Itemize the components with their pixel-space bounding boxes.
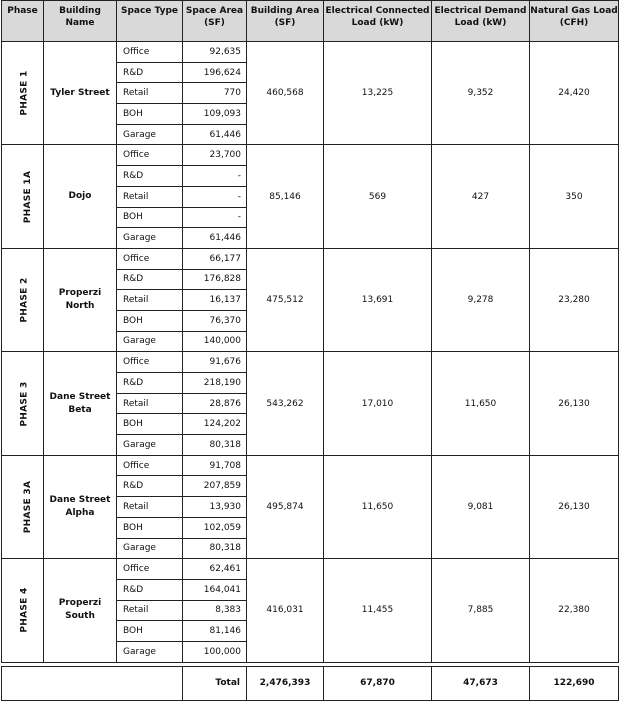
header-space-area: Space Area (SF): [183, 1, 247, 42]
space-type-cell: Garage: [117, 331, 183, 352]
space-type-cell: Garage: [117, 124, 183, 145]
space-area-cell: 8,383: [183, 600, 247, 621]
space-area-cell: 13,930: [183, 497, 247, 518]
space-area-cell: 100,000: [183, 641, 247, 662]
table-row: [2, 42, 619, 63]
space-area-cell: 16,137: [183, 290, 247, 311]
space-type-cell: R&D: [117, 166, 183, 187]
building-area-cell: 416,031: [247, 559, 324, 662]
space-type-cell: R&D: [117, 579, 183, 600]
space-area-cell: 164,041: [183, 579, 247, 600]
phase-label: PHASE 2: [19, 277, 30, 323]
space-type-cell: Retail: [117, 393, 183, 414]
space-area-cell: 124,202: [183, 414, 247, 435]
building-area-cell: 460,568: [247, 42, 324, 145]
space-area-cell: 218,190: [183, 373, 247, 394]
electrical-connected-load-cell: 11,650: [324, 455, 432, 558]
header-phase: Phase: [2, 1, 44, 42]
header-space-type: Space Type: [117, 1, 183, 42]
table-row: [2, 559, 619, 580]
electrical-demand-load-cell: 9,081: [432, 455, 530, 558]
phase-cell: [2, 559, 44, 662]
space-type-cell: BOH: [117, 414, 183, 435]
header-electrical-connected-load: Electrical Connected Load (kW): [324, 1, 432, 42]
space-area-cell: 62,461: [183, 559, 247, 580]
phase-cell: [2, 42, 44, 145]
space-type-cell: Retail: [117, 290, 183, 311]
space-type-cell: Retail: [117, 83, 183, 104]
total-building-area: 2,476,393: [247, 666, 324, 700]
natural-gas-load-cell: 26,130: [530, 352, 619, 455]
space-area-cell: 81,146: [183, 621, 247, 642]
header-natural-gas-load: Natural Gas Load (CFH): [530, 1, 619, 42]
table-row: [2, 248, 619, 269]
building-area-cell: 543,262: [247, 352, 324, 455]
phase-label: PHASE 1A: [23, 170, 34, 223]
natural-gas-load-cell: 26,130: [530, 455, 619, 558]
space-type-cell: Garage: [117, 435, 183, 456]
space-area-cell: 770: [183, 83, 247, 104]
total-row: [2, 666, 619, 700]
space-type-cell: R&D: [117, 373, 183, 394]
building-name-cell: Tyler Street: [44, 42, 117, 145]
total-electrical-connected-load: 67,870: [324, 666, 432, 700]
space-type-cell: Retail: [117, 186, 183, 207]
table-row: [2, 145, 619, 166]
phase-label: PHASE 1: [19, 70, 30, 116]
space-type-cell: BOH: [117, 310, 183, 331]
space-type-cell: Garage: [117, 538, 183, 559]
electrical-connected-load-cell: 13,225: [324, 42, 432, 145]
phase-label: PHASE 3A: [23, 480, 34, 534]
space-area-cell: 91,676: [183, 352, 247, 373]
load-summary-table: [1, 0, 619, 701]
header-building-name: Building Name: [44, 1, 117, 42]
space-type-cell: R&D: [117, 62, 183, 83]
phase-label: PHASE 4: [19, 587, 30, 634]
table-row: [2, 352, 619, 373]
header-row: [2, 1, 619, 42]
space-type-cell: R&D: [117, 476, 183, 497]
space-type-cell: Office: [117, 42, 183, 63]
header-building-area: Building Area (SF): [247, 1, 324, 42]
space-type-cell: BOH: [117, 517, 183, 538]
phase-cell: [2, 352, 44, 455]
natural-gas-load-cell: 23,280: [530, 248, 619, 351]
space-area-cell: 92,635: [183, 42, 247, 63]
electrical-demand-load-cell: 9,352: [432, 42, 530, 145]
natural-gas-load-cell: 350: [530, 145, 619, 248]
building-area-cell: 495,874: [247, 455, 324, 558]
phase-cell: [2, 248, 44, 351]
electrical-connected-load-cell: 13,691: [324, 248, 432, 351]
phase-cell: [2, 145, 44, 248]
table-body: [2, 42, 619, 701]
building-area-cell: 475,512: [247, 248, 324, 351]
electrical-demand-load-cell: 7,885: [432, 559, 530, 662]
space-type-cell: BOH: [117, 621, 183, 642]
space-area-cell: 109,093: [183, 104, 247, 125]
natural-gas-load-cell: 22,380: [530, 559, 619, 662]
total-natural-gas-load: 122,690: [530, 666, 619, 700]
space-area-cell: 196,624: [183, 62, 247, 83]
electrical-demand-load-cell: 9,278: [432, 248, 530, 351]
space-area-cell: 102,059: [183, 517, 247, 538]
electrical-connected-load-cell: 11,455: [324, 559, 432, 662]
space-type-cell: Retail: [117, 497, 183, 518]
space-type-cell: Retail: [117, 600, 183, 621]
building-name-cell: Properzi North: [44, 248, 117, 351]
space-area-cell: 80,318: [183, 435, 247, 456]
space-type-cell: BOH: [117, 207, 183, 228]
table-row: [2, 455, 619, 476]
space-type-cell: Garage: [117, 641, 183, 662]
phase-cell: [2, 455, 44, 558]
phase-label: PHASE 3: [19, 380, 30, 427]
space-type-cell: Office: [117, 559, 183, 580]
space-type-cell: Office: [117, 248, 183, 269]
building-name-cell: Dane Street Alpha: [44, 455, 117, 558]
space-type-cell: R&D: [117, 269, 183, 290]
electrical-demand-load-cell: 427: [432, 145, 530, 248]
space-type-cell: Office: [117, 455, 183, 476]
building-name-cell: Dane Street Beta: [44, 352, 117, 455]
electrical-connected-load-cell: 569: [324, 145, 432, 248]
space-area-cell: 91,708: [183, 455, 247, 476]
electrical-demand-load-cell: 11,650: [432, 352, 530, 455]
electrical-connected-load-cell: 17,010: [324, 352, 432, 455]
total-blank-cell: [2, 666, 183, 700]
space-area-cell: 140,000: [183, 331, 247, 352]
space-area-cell: 207,859: [183, 476, 247, 497]
natural-gas-load-cell: 24,420: [530, 42, 619, 145]
space-area-cell: -: [183, 166, 247, 187]
total-label: Total: [183, 666, 247, 700]
space-area-cell: 61,446: [183, 124, 247, 145]
building-area-cell: 85,146: [247, 145, 324, 248]
space-type-cell: Office: [117, 145, 183, 166]
building-name-cell: Properzi South: [44, 559, 117, 662]
space-type-cell: Office: [117, 352, 183, 373]
space-type-cell: BOH: [117, 104, 183, 125]
space-type-cell: Garage: [117, 228, 183, 249]
building-name-cell: Dojo: [44, 145, 117, 248]
space-area-cell: 28,876: [183, 393, 247, 414]
total-electrical-demand-load: 47,673: [432, 666, 530, 700]
space-area-cell: 61,446: [183, 228, 247, 249]
space-area-cell: 80,318: [183, 538, 247, 559]
space-area-cell: 66,177: [183, 248, 247, 269]
space-area-cell: -: [183, 207, 247, 228]
header-electrical-demand-load: Electrical Demand Load (kW): [432, 1, 530, 42]
space-area-cell: 23,700: [183, 145, 247, 166]
space-area-cell: 76,370: [183, 310, 247, 331]
space-area-cell: 176,828: [183, 269, 247, 290]
space-area-cell: -: [183, 186, 247, 207]
